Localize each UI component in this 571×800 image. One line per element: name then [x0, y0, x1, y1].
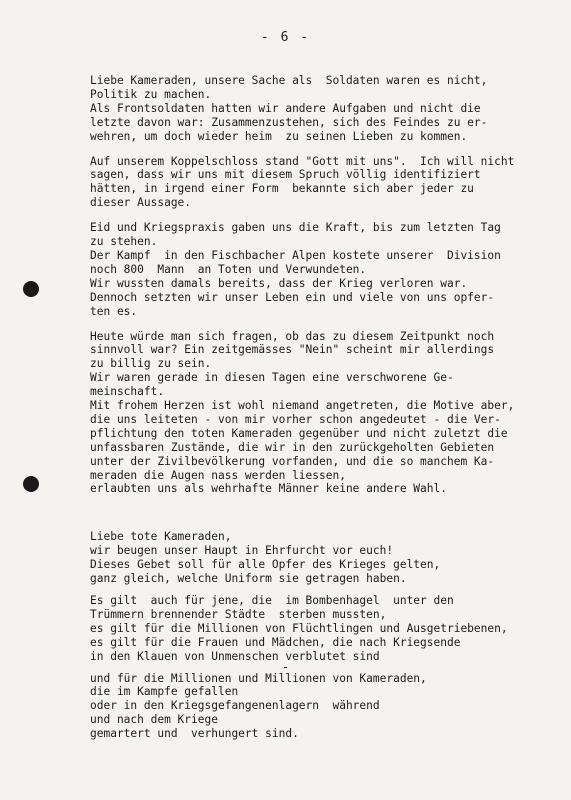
text-line: zu billig zu sein. — [90, 357, 212, 371]
text-line: Als Frontsoldaten hatten wir andere Aufgaben und nicht die — [90, 101, 481, 115]
paragraph-7 — [90, 672, 560, 742]
text-line: Der Kampf in den Fischbacher Alpen kostete unserer Division — [90, 248, 501, 262]
text-line: es gilt für die Millionen von Flüchtlingen und Ausgetriebenen, — [90, 621, 508, 635]
text-line: zu stehen. — [90, 235, 158, 249]
text-line: Wir wussten damals bereits, dass der Krieg verloren war. — [90, 276, 468, 290]
text-line: Trümmern brennender Städte sterben mussten, — [90, 607, 387, 621]
text-line: sagen, dass wir uns mit diesem Spruch völlig identifiziert — [90, 168, 481, 182]
text-line: gemartert und verhungert sind. — [90, 727, 299, 741]
page-number: - 6 - — [260, 30, 311, 45]
text-line: es gilt für die Frauen und Mädchen, die nach Kriegsende — [90, 635, 461, 649]
document-body — [90, 74, 560, 752]
text-line: unfassbaren Zustände, die wir in den zurückgeholten Gebieten — [90, 440, 495, 454]
text-line: Liebe Kameraden, unsere Sache als Soldaten waren es nicht, — [90, 74, 488, 87]
text-line: Mit frohem Herzen ist wohl niemand angetreten, die Motive aber, — [90, 399, 515, 413]
text-line: letzte davon war: Zusammenzustehen, sich des Feindes zu er- — [90, 115, 488, 129]
text-line: Auf unserem Koppelschloss stand "Gott mit uns". Ich will nicht — [90, 154, 515, 168]
paragraph-3 — [90, 221, 560, 318]
text-line: Politik zu machen. — [90, 87, 212, 101]
text-line: meraden die Augen nass werden liessen, — [90, 468, 346, 482]
text-line: ganz gleich, welche Uniform sie getragen haben. — [90, 572, 407, 586]
text-line: oder in den Kriegsgefangenenlagern während — [90, 699, 380, 713]
text-line: unter der Zivilbevölkerung vorfanden, und die so manchem Ka- — [90, 454, 495, 468]
text-line: sinnvoll war? Ein zeitgemässes "Nein" scheint mir allerdings — [90, 343, 495, 357]
text-line: und nach dem Kriege — [90, 713, 218, 727]
text-line: Heute würde man sich fragen, ob das zu diesem Zeitpunkt noch — [90, 329, 495, 343]
text-line: ten es. — [90, 304, 138, 318]
closing-mark: - — [281, 660, 290, 674]
text-line: und für die Millionen und Millionen von Kameraden, — [90, 671, 427, 685]
paragraph-6 — [90, 594, 560, 664]
text-line: meinschaft. — [90, 385, 165, 399]
text-line: die uns leiteten - von mir vorher schon angedeutet - die Ver- — [90, 412, 501, 426]
paragraph-2 — [90, 155, 560, 211]
text-line: hätten, in irgend einer Form bekannte sich aber jeder zu — [90, 182, 474, 196]
paragraph-5 — [90, 530, 560, 586]
text-line: in den Klauen von Unmenschen verblutet sind — [90, 649, 380, 663]
text-line: Dieses Gebet soll für alle Opfer des Krieges gelten, — [90, 558, 441, 572]
text-line: Liebe tote Kameraden, — [90, 530, 232, 544]
text-line: erlaubten uns als wehrhafte Männer keine andere Wahl. — [90, 482, 447, 496]
text-line: Dennoch setzten wir unser Leben ein und viele von uns opfer- — [90, 290, 495, 304]
text-line: pflichtung den toten Kameraden gegenüber und nicht zuletzt die — [90, 426, 508, 440]
punch-hole-top — [23, 281, 39, 297]
text-line: wir beugen unser Haupt in Ehrfurcht vor euch! — [90, 544, 394, 558]
text-line: Es gilt auch für jene, die im Bombenhagel unter den — [90, 594, 454, 607]
punch-hole-bottom — [23, 476, 39, 492]
text-line: dieser Aussage. — [90, 196, 192, 210]
text-line: noch 800 Mann an Toten und Verwundeten. — [90, 262, 367, 276]
text-line: wehren, um doch wieder heim zu seinen Lieben zu kommen. — [90, 129, 468, 143]
text-line: Wir waren gerade in diesen Tagen eine verschworene Ge- — [90, 371, 454, 385]
paragraph-1 — [90, 74, 560, 144]
text-line: die im Kampfe gefallen — [90, 685, 239, 699]
text-line: Eid und Kriegspraxis gaben uns die Kraft, bis zum letzten Tag — [90, 221, 501, 235]
paragraph-4 — [90, 330, 560, 497]
